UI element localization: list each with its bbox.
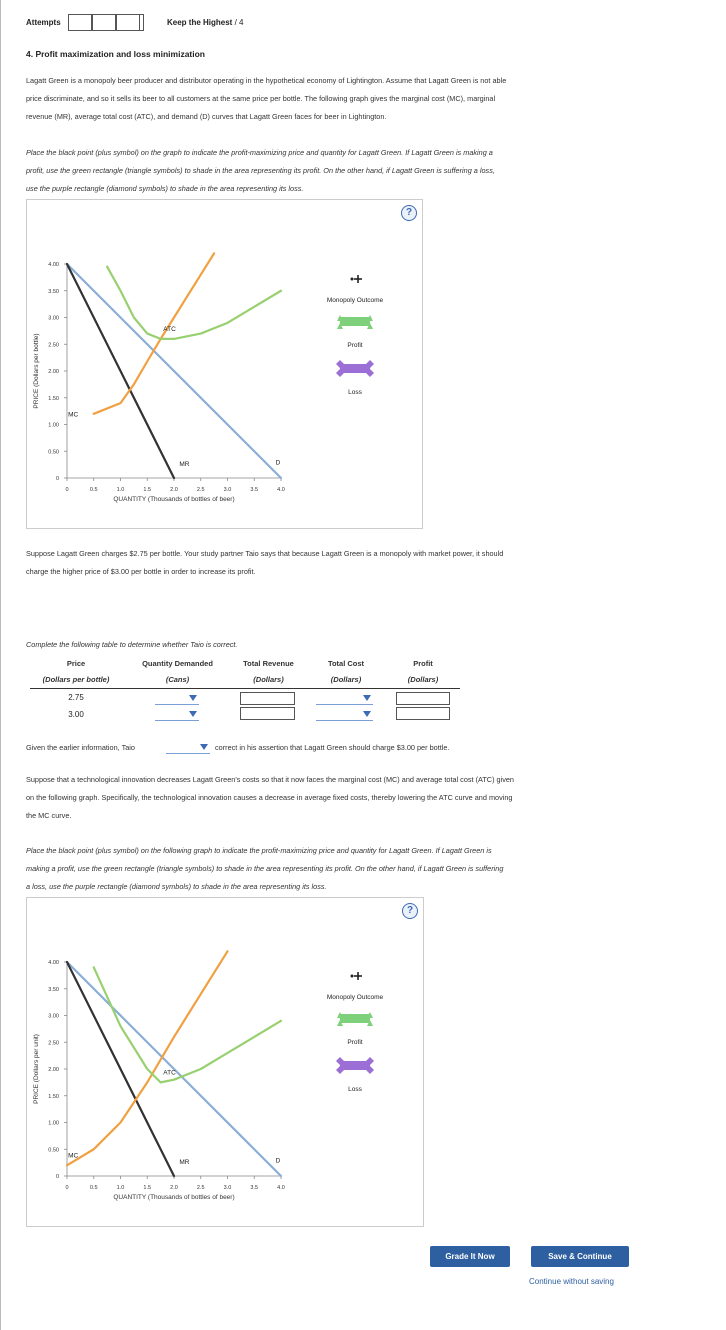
x-axis-label: QUANTITY (Thousands of bottles of beer)	[113, 496, 235, 503]
legend-profit: Profit	[347, 342, 363, 349]
y-tick-label: 3.00	[48, 315, 59, 322]
col-price-header: Price	[66, 659, 86, 668]
x-tick-label: 3.0	[223, 487, 232, 493]
loss-swatch	[340, 1061, 370, 1070]
y-tick-label: 1.50	[48, 1093, 59, 1100]
x-axis-label: QUANTITY (Thousands of bottles of beer)	[113, 1194, 235, 1201]
plus-point-icon	[351, 972, 363, 980]
chart-2[interactable]	[27, 898, 423, 1226]
plus-dot	[351, 975, 354, 978]
suppose-paragraph-1: Suppose Lagatt Green charges $2.75 per bottle. Your study partner Taio says that because Lagatt Green is a monopoly with market power, it should charge the higher price of $3.00 per bottle in order to increase its profit.	[26, 549, 504, 576]
y-tick-label: 2.50	[48, 1040, 59, 1047]
x-tick-label: 4.0	[277, 1185, 285, 1191]
y-tick-label: 3.00	[48, 1013, 59, 1020]
col-price-sub: (Dollars per bottle)	[42, 675, 110, 684]
series-mr-line	[67, 264, 174, 478]
chart-1[interactable]	[27, 200, 422, 528]
help-icon[interactable]: ?	[402, 903, 418, 919]
col-quantity-sub: (Cans)	[165, 675, 190, 684]
loss-swatch	[340, 364, 370, 373]
complete-table-instruction: Complete the following table to determine whether Taio is correct.	[26, 640, 238, 649]
attempt-box-4	[140, 14, 144, 31]
x-tick-label: 3.0	[223, 1185, 232, 1191]
y-tick-label: 2.00	[48, 369, 59, 375]
col-revenue-sub: (Dollars)	[253, 675, 284, 684]
profit-swatch	[340, 1014, 370, 1023]
legend-monopoly-outcome: Monopoly Outcome	[326, 994, 384, 1001]
y-tick-label: 1.00	[48, 1120, 59, 1127]
plus-point-icon	[351, 275, 363, 283]
cost-dropdown-2-75[interactable]	[316, 691, 373, 705]
x-tick-label: 3.5	[250, 1185, 259, 1191]
x-tick-label: 1.0	[116, 1185, 125, 1191]
series-mc-line	[67, 951, 228, 1165]
legend	[327, 972, 384, 1093]
profit-rectangle-icon	[337, 315, 373, 329]
taio-correct-dropdown[interactable]	[166, 740, 210, 754]
y-tick-label: 0.50	[48, 449, 59, 456]
series-mc-label: MC	[68, 1152, 79, 1160]
attempts-label: Attempts	[26, 18, 61, 27]
y-tick-label: 0	[55, 476, 59, 482]
row-price-3-00: 3.00	[68, 710, 84, 719]
series-d-line	[67, 264, 281, 478]
series-mr-line	[67, 962, 174, 1176]
series-atc-line	[107, 267, 281, 339]
x-tick-label: 1.0	[116, 487, 125, 493]
quantity-dropdown-2-75[interactable]	[155, 691, 199, 705]
col-profit-header: Profit	[413, 659, 433, 668]
keep-highest: Keep the Highest / 4	[167, 18, 244, 27]
x-tick-label: 3.5	[250, 487, 259, 493]
given-suffix: correct in his assertion that Lagatt Green should charge $3.00 per bottle.	[215, 743, 450, 752]
quantity-dropdown-3-00[interactable]	[155, 707, 199, 721]
x-tick-label: 2.5	[196, 487, 205, 493]
y-tick-label: 4.00	[48, 960, 59, 966]
y-tick-label: 2.00	[48, 1067, 59, 1073]
series-d-label: D	[275, 1157, 281, 1165]
series-mr-label: MR	[179, 1159, 190, 1167]
col-quantity-header: Quantity Demanded	[142, 659, 213, 668]
suppose-paragraph-2: Suppose that a technological innovation decreases Lagatt Green's costs so that it now faces the marginal cost (MC) and average total cost (ATC) given on the following graph. Specifically, the technological innovation causes a decrease in average fixed costs, thereby lowering the ATC curve and moving the MC curve.	[26, 775, 514, 820]
help-icon[interactable]: ?	[401, 205, 417, 221]
chevron-down-icon	[363, 695, 371, 701]
x-tick-label: 0.5	[89, 1185, 98, 1191]
graph-panel-2	[26, 897, 424, 1227]
series-atc-label: ATC	[163, 325, 176, 333]
col-profit-sub: (Dollars)	[407, 675, 439, 684]
attempt-box-1	[68, 14, 92, 31]
y-tick-label: 4.00	[48, 262, 59, 268]
legend-monopoly-outcome: Monopoly Outcome	[326, 297, 384, 304]
x-tick-label: 2.5	[196, 1185, 205, 1191]
col-revenue-header: Total Revenue	[243, 659, 294, 668]
graph-panel-1	[26, 199, 423, 529]
y-tick-label: 0	[55, 1174, 59, 1180]
profit-table-header	[30, 659, 460, 691]
chevron-down-icon	[189, 695, 197, 701]
loss-rectangle-icon	[336, 1057, 374, 1074]
intro-paragraph: Lagatt Green is a monopoly beer producer and distributor operating in the hypothetical economy of Lightington. Assume that Lagatt Green is not able price discriminate, and so it sells its beer to all customers at the same price per bottle. The following graph gives the marginal cost (MC), marginal revenue (MR), average total cost (ATC), and demand (D) curves that Lagatt Green faces for beer in Lightington.	[26, 76, 507, 121]
series-atc-label: ATC	[163, 1069, 176, 1077]
y-axis-label: PRICE (Dollars per bottle)	[33, 333, 40, 409]
x-tick-label: 0	[65, 1185, 69, 1191]
profit-rectangle-icon	[337, 1012, 373, 1026]
y-tick-label: 1.00	[48, 422, 59, 429]
series-atc-line	[94, 967, 281, 1082]
continue-without-saving-link[interactable]: Continue without saving	[529, 1277, 614, 1286]
attempt-box-3	[116, 14, 140, 31]
cost-dropdown-3-00[interactable]	[316, 707, 373, 721]
profit-input-2-75[interactable]	[396, 692, 450, 705]
x-tick-label: 0	[65, 487, 69, 493]
x-tick-label: 1.5	[143, 1185, 152, 1191]
x-tick-label: 2.0	[170, 1185, 178, 1191]
series-mc-label: MC	[68, 411, 79, 419]
series-mr-label: MR	[179, 461, 190, 469]
y-tick-label: 3.50	[48, 986, 59, 993]
instructions-graph-1: Place the black point (plus symbol) on the graph to indicate the profit-maximizing price and quantity for Lagatt Green. If Lagatt Green is making a profit, use the green rectangle (triangle symbols) to shade in the area representing its profit. On the other hand, if Lagatt Green is suffering a loss, use the purple rectangle (diamond symbols) to shade in the area representing its loss.	[26, 148, 495, 193]
col-cost-header: Total Cost	[327, 659, 365, 668]
question-title: 4. Profit maximization and loss minimization	[26, 49, 206, 59]
row-price-2-75: 2.75	[68, 693, 84, 702]
plus-dot	[351, 278, 354, 281]
y-tick-label: 3.50	[48, 288, 59, 295]
revenue-input-3-00[interactable]	[240, 707, 295, 720]
loss-rectangle-icon	[336, 360, 374, 377]
grade-it-now-button[interactable]: Grade It Now	[430, 1246, 510, 1267]
y-tick-label: 1.50	[48, 395, 59, 402]
legend-loss: Loss	[348, 389, 362, 396]
page-left-border	[0, 0, 1, 1330]
y-axis-label: PRICE (Dollars per unit)	[33, 1034, 40, 1104]
chevron-down-icon	[363, 711, 371, 717]
given-prefix: Given the earlier information, Taio	[26, 743, 135, 752]
profit-input-3-00[interactable]	[396, 707, 450, 720]
table-divider	[30, 688, 460, 689]
profit-swatch	[340, 317, 370, 326]
series-d-label: D	[275, 459, 281, 467]
legend	[327, 275, 384, 396]
x-tick-label: 0.5	[89, 487, 98, 493]
legend-profit: Profit	[347, 1039, 363, 1046]
chevron-down-icon	[200, 744, 208, 750]
y-tick-label: 0.50	[48, 1147, 59, 1154]
y-tick-label: 2.50	[48, 342, 59, 349]
instructions-graph-2: Place the black point (plus symbol) on the following graph to indicate the profit-maximizing price and quantity for Lagatt Green. If Lagatt Green is making a profit, use the green rectangle (triangle symbols) to shade in the area representing its profit. On the other hand, if Lagatt Green is suffering a loss, use the purple rectangle (diamond symbols) to shade in the area representing its loss.	[26, 846, 504, 891]
legend-loss: Loss	[348, 1086, 362, 1093]
col-cost-sub: (Dollars)	[330, 675, 362, 684]
revenue-input-2-75[interactable]	[240, 692, 295, 705]
x-tick-label: 4.0	[277, 487, 285, 493]
x-tick-label: 2.0	[170, 487, 178, 493]
chevron-down-icon	[189, 711, 197, 717]
save-and-continue-button[interactable]: Save & Continue	[531, 1246, 629, 1267]
x-tick-label: 1.5	[143, 487, 152, 493]
attempt-box-2	[92, 14, 116, 31]
